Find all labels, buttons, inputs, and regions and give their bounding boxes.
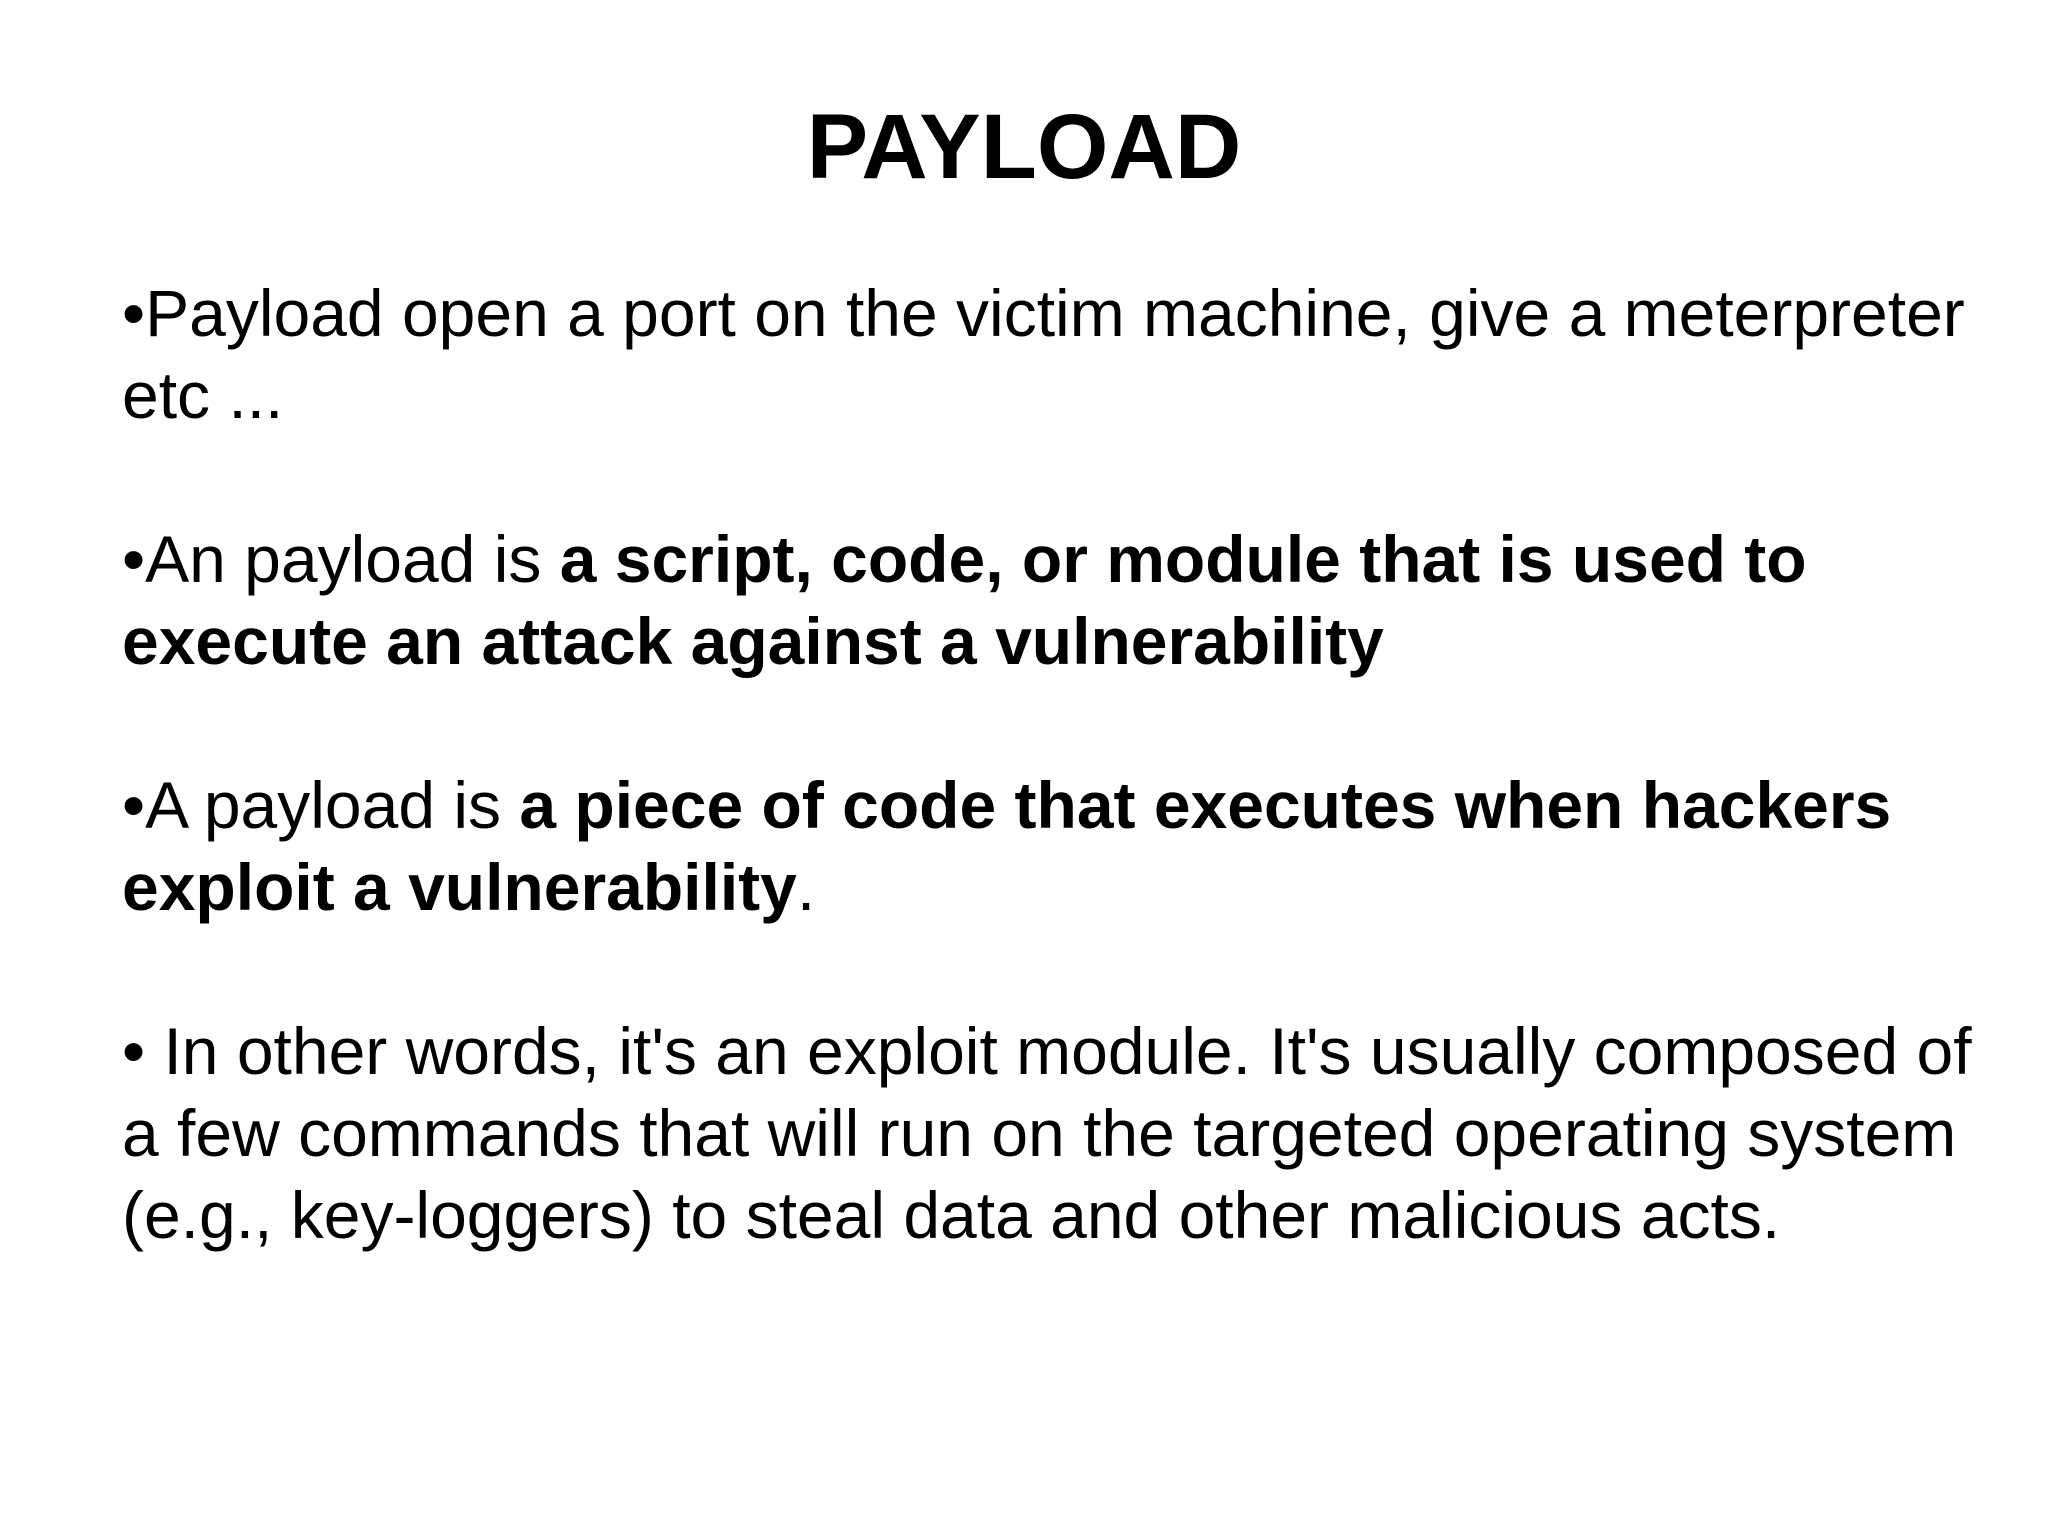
bullet-text: . xyxy=(796,850,816,924)
bullet-marker: • xyxy=(122,276,146,350)
bullet-text: Payload open a port on the victim machine, give a meterpreter etc ... xyxy=(122,276,1965,432)
slide-title: PAYLOAD xyxy=(806,96,1242,198)
bullet-item xyxy=(122,272,2002,436)
bullet-text: In other words, it's an exploit module. It's usually composed of a few commands that will run on the targeted operating system (e.g., key-loggers) to steal data and other malicious acts. xyxy=(122,1014,1972,1252)
bullet-marker: • xyxy=(122,522,146,596)
bullet-marker: • xyxy=(122,768,146,842)
bullet-item xyxy=(122,1010,2002,1256)
bullet-text-bold: a piece of code that executes when hackers exploit a vulnerability xyxy=(122,768,1892,924)
bullet-item xyxy=(122,764,2002,928)
bullet-item xyxy=(122,518,2002,682)
bullet-text-bold: a script, code, or module that is used to execute an attack against a vulnerability xyxy=(122,522,1807,678)
bullet-marker: • xyxy=(122,1014,164,1088)
bullet-text: A payload is xyxy=(145,768,520,842)
bullet-text: An payload is xyxy=(145,522,560,596)
bullet-list xyxy=(122,272,2002,1256)
